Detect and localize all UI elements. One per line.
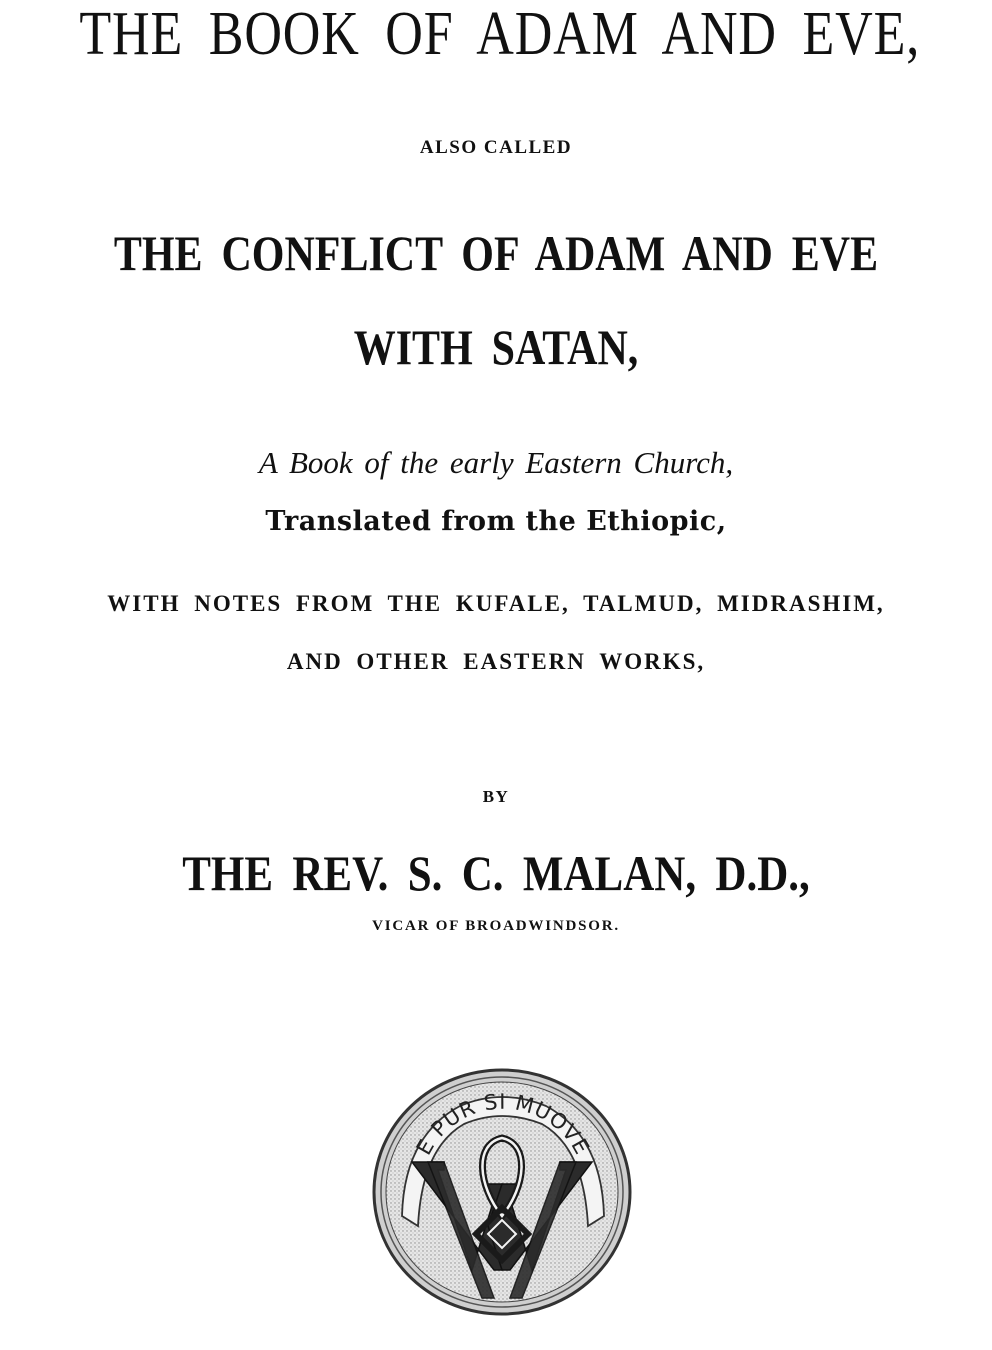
translation-note: Translated from the Ethiopic, [265,506,727,537]
by-label: BY [482,787,510,806]
notes-line-1: WITH NOTES FROM THE KUFALE, TALMUD, MIDRASHIM, [107,591,885,616]
also-called-label: ALSO CALLED [419,137,573,158]
alternate-title-line-1: THE CONFLICT OF ADAM AND EVE [113,225,879,281]
alternate-title-line-2: WITH SATAN, [353,319,639,375]
main-title: THE BOOK OF ADAM AND EVE, [79,0,921,68]
author-position: VICAR OF BROADWINDSOR. [372,918,620,934]
subtitle: A Book of the early Eastern Church, [258,445,734,480]
publisher-monogram-seal-icon [370,1066,634,1318]
seal-motto: E PUR SI MUOVE [411,1089,595,1159]
notes-line-2: AND OTHER EASTERN WORKS, [286,649,706,674]
author-name: THE REV. S. C. MALAN, D.D., [182,845,810,901]
